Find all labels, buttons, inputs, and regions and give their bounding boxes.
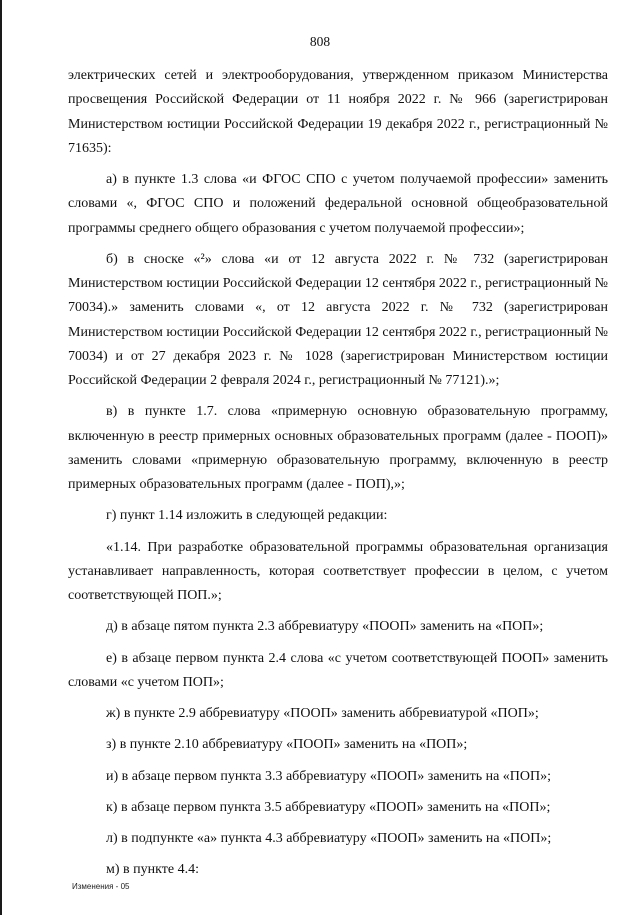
paragraph-intro: электрических сетей и электрооборудования, утвержденном приказом Министерства просвещения Российской Федерации от 11 ноября 2022 г. № 966 (зарегистрирован Министерством юстиции Российской Федерации 19 декабря 2022 г., регистрационный № 71635): xyxy=(68,68,608,156)
paragraph-item-v: в) в пункте 1.7. слова «примерную основную образовательную программу, включенную в реестр примерных основных образовательных программ (далее - ПООП)» заменить словами «примерную образовательную программу, включенную в реестр примерных образовательных программ (далее - ПОП),»; xyxy=(68,404,608,492)
page-number: 808 xyxy=(309,34,331,49)
paragraph-item-g: г) пункт 1.14 изложить в следующей редакции: xyxy=(106,508,388,524)
paragraph-item-e: е) в абзаце первом пункта 2.4 слова «с учетом соответствующей ПООП» заменить словами «с учетом ПОП»; xyxy=(68,650,608,690)
paragraph-quote-1-14: «1.14. При разработке образовательной программы образовательная организация устанавливает направленность, которая соответствует профессии в целом, с учетом соответствующей ПОП.»; xyxy=(68,539,608,603)
paragraph-item-m: м) в пункте 4.4: xyxy=(106,862,199,878)
document-body xyxy=(68,64,608,883)
paragraph-item-zh: ж) в пункте 2.9 аббревиатуру «ПООП» заменить аббревиатурой «ПОП»; xyxy=(106,706,539,721)
paragraph-item-b: б) в сноске «²» слова «и от 12 августа 2022 г. № 732 (зарегистрирован Министерством юстиции Российской Федерации 12 сентября 2022 г., регистрационный № 70034).» заменить словами «, от 12 августа 2022 г. № 732 (зарегистрирован Министерством юстиции Российской Федерации 12 сентября 2022 г., регистрационный № 70034) и от 27 декабря 2023 г. № 1028 (зарегистрирован Министерством юстиции Российской Федерации 2 февраля 2024 г., регистрационный № 77121).»; xyxy=(68,251,608,388)
paragraph-item-i: и) в абзаце первом пункта 3.3 аббревиатуру «ПООП» заменить на «ПОП»; xyxy=(106,768,552,784)
paragraph-item-a: а) в пункте 1.3 слова «и ФГОС СПО с учетом получаемой профессии» заменить словами «, ФГОС СПО и положений федеральной основной общеобразовательной программы среднего общего образования с учетом получаемой профессии»; xyxy=(68,172,608,236)
paragraph-item-z: з) в пункте 2.10 аббревиатуру «ПООП» заменить на «ПОП»; xyxy=(106,737,468,753)
footer-note: Изменения - 05 xyxy=(72,882,130,891)
scan-edge xyxy=(0,0,2,915)
paragraph-item-l: л) в подпункте «а» пункта 4.3 аббревиатуру «ПООП» заменить на «ПОП»; xyxy=(106,831,552,846)
paragraph-item-k: к) в абзаце первом пункта 3.5 аббревиатуру «ПООП» заменить на «ПОП»; xyxy=(106,799,551,815)
paragraph-item-d: д) в абзаце пятом пункта 2.3 аббревиатуру «ПООП» заменить на «ПОП»; xyxy=(106,619,544,635)
